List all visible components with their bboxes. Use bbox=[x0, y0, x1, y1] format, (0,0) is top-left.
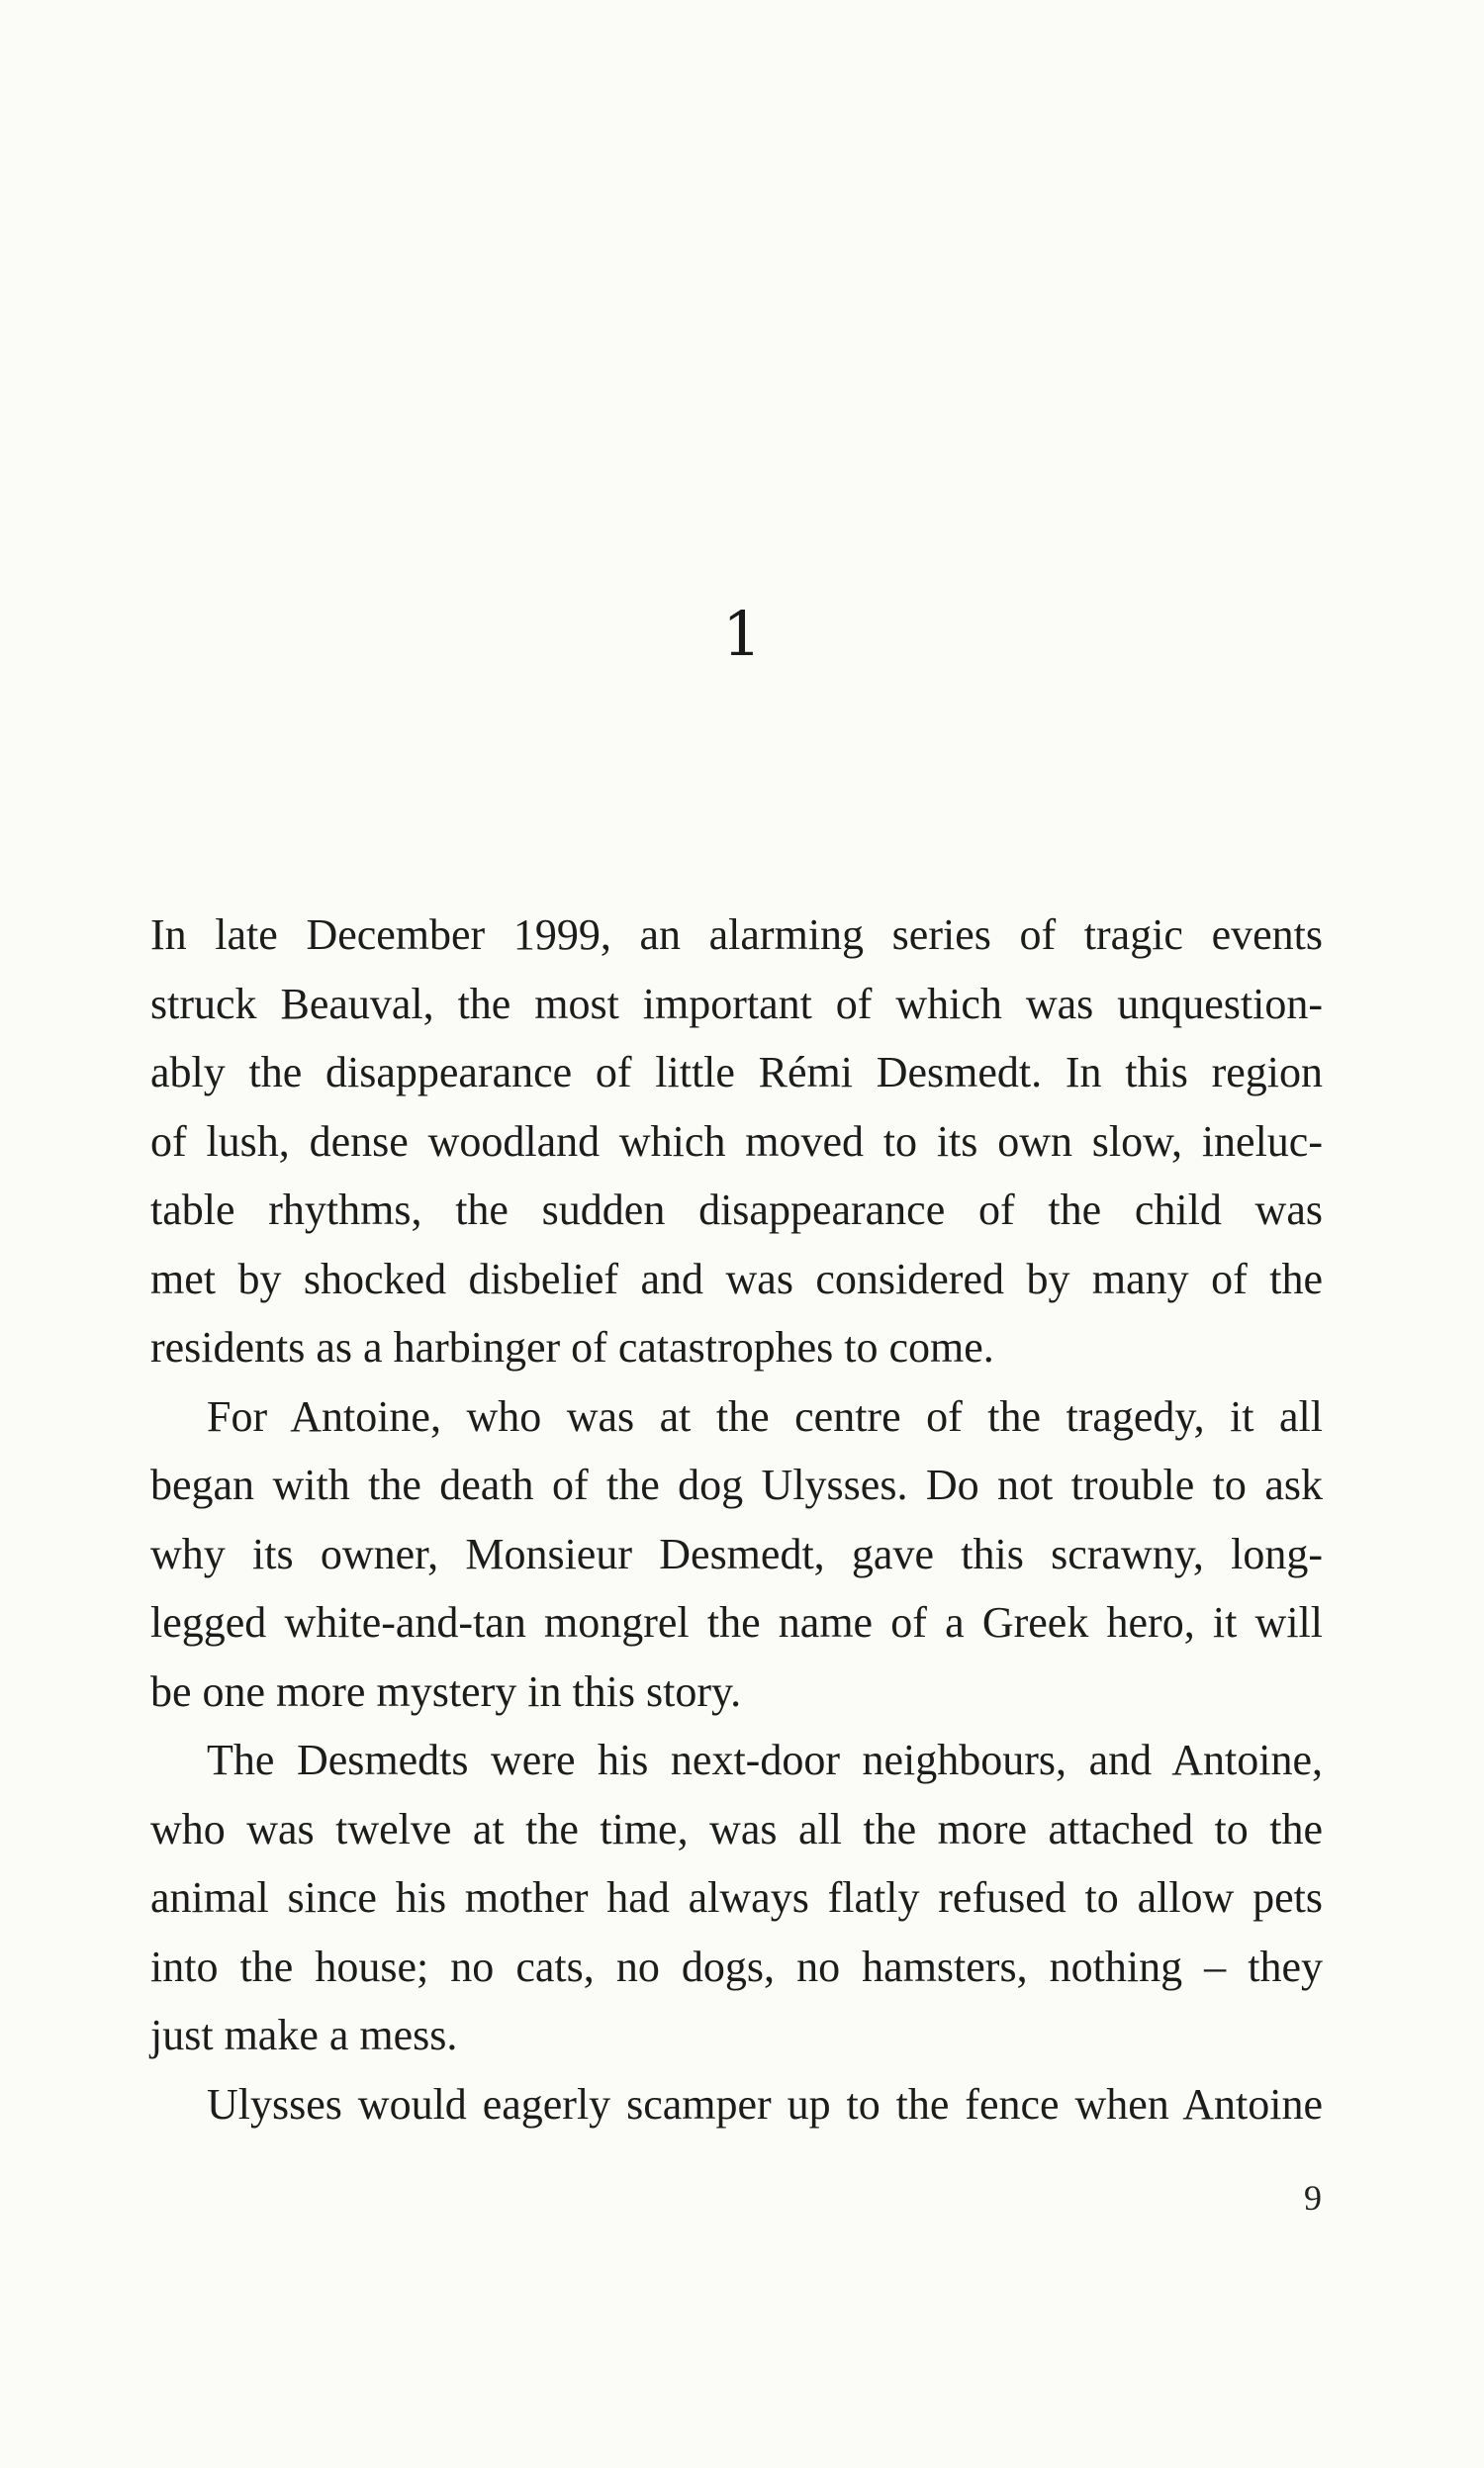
text-line: of lush, dense woodland which moved to its own slow, ineluc- bbox=[150, 1116, 1323, 1166]
paragraph bbox=[150, 2070, 1323, 2139]
text-line: animal since his mother had always flatly refused to allow pets bbox=[150, 1873, 1323, 1922]
text-line: into the house; no cats, no dogs, no hamsters, nothing – they bbox=[150, 1942, 1323, 1991]
paragraph bbox=[150, 1382, 1323, 1727]
text-line: Ulysses would eagerly scamper up to the fence when Antoine bbox=[207, 2079, 1323, 2129]
paragraph bbox=[150, 1726, 1323, 2070]
text-line: be one more mystery in this story. bbox=[150, 1666, 742, 1716]
text-line: who was twelve at the time, was all the more attached to the bbox=[150, 1804, 1323, 1853]
text-line: table rhythms, the sudden disappearance of the child was bbox=[150, 1186, 1323, 1234]
text-line: ably the disappearance of little Rémi Desmedt. In this region bbox=[150, 1048, 1323, 1096]
text-line: In late December 1999, an alarming series of tragic events bbox=[150, 910, 1323, 959]
paragraph bbox=[150, 901, 1323, 1382]
text-line: just make a mess. bbox=[150, 2011, 458, 2059]
text-line: struck Beauval, the most important of which was unquestion- bbox=[150, 979, 1323, 1028]
chapter-number: 1 bbox=[722, 598, 762, 670]
text-line: residents as a harbinger of catastrophes to come. bbox=[150, 1323, 994, 1372]
text-line: legged white-and-tan mongrel the name of a Greek hero, it will bbox=[150, 1598, 1323, 1647]
text-line: For Antoine, who was at the centre of the tragedy, it all bbox=[207, 1391, 1323, 1441]
page-number: 9 bbox=[1304, 2178, 1322, 2218]
text-line: why its owner, Monsieur Desmedt, gave this scrawny, long- bbox=[150, 1529, 1323, 1578]
text-line: met by shocked disbelief and was considered by many of the bbox=[150, 1254, 1323, 1303]
text-line: began with the death of the dog Ulysses. Do not trouble to ask bbox=[150, 1461, 1323, 1509]
text-line: The Desmedts were his next-door neighbours, and Antoine, bbox=[207, 1736, 1323, 1784]
body-text bbox=[150, 901, 1323, 2138]
